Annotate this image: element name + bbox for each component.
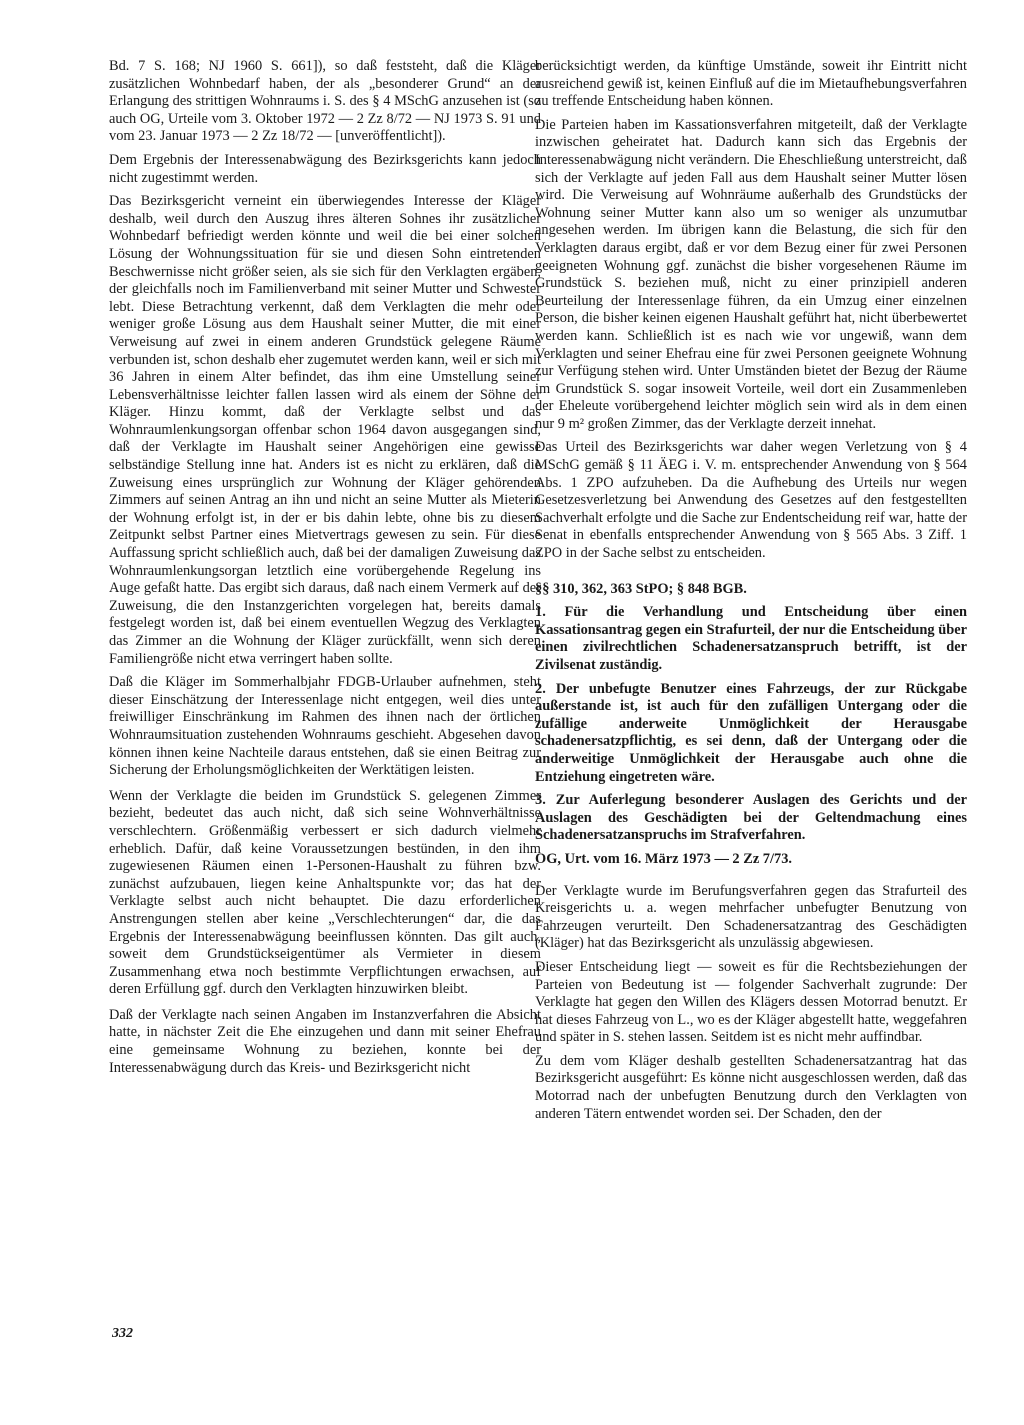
paragraph: Bd. 7 S. 168; NJ 1960 S. 661]), so daß feststeht, daß die Kläger zusätzlichen Wohnbedarf haben, der als „besonderer Grund“ an der Erlangung des strittigen Wohnraums i. S. des § 4 MSchG anzusehen ist (so auch OG, Urteile vom 3. Oktober 1972 — 2 Zz 8/72 — NJ 1973 S. 91 und vom 23. Januar 1973 — 2 Zz 18/72 — [unveröffentlicht]). <box>109 58 541 145</box>
paragraph: Daß die Kläger im Sommerhalbjahr FDGB-Urlauber aufnehmen, steht dieser Einschätzung der Interessenlage nicht entgegen, weil dies unter freiwilliger Einschränkung im Rahmen des ihnen nach der örtlichen Wohnraumsituation zustehenden Wohnraums geschieht. Abgesehen davon können ihnen keine Nachteile daraus entstehen, daß sie einen Beitrag zur Sicherung der Erholungsmöglichkeiten der Werktätigen leisten. <box>109 674 541 779</box>
page-number: 332 <box>112 1326 133 1341</box>
headnote-point: 1. Für die Verhandlung und Entscheidung über einen Kassationsantrag gegen ein Strafurteil, der nur die Entscheidung über einen zivilrechtlichen Schadenersatzanspruch betrifft, ist der Zivilsenat zuständig. <box>535 604 967 673</box>
headnote-point: 2. Der unbefugte Benutzer eines Fahrzeugs, der zur Rückgabe außerstande ist, ist auch für den zufälligen Untergang oder die zufällige anderweite Unmöglichkeit der Herausgabe schadenersatzpflichtig, es sei denn, daß der Untergang oder die anderweitige Unmöglichkeit der Herausgabe auch ohne die Entziehung eingetreten wäre. <box>535 680 967 785</box>
paragraph: Daß der Verklagte nach seinen Angaben im Instanzverfahren die Absicht hatte, in nächster Zeit die Ehe einzugehen und dann mit seiner Ehefrau eine gemeinsame Wohnung zu beziehen, konnte bei der Interessenabwägung durch das Kreis- und Bezirksgericht nicht <box>109 1006 541 1076</box>
headnote-point: 3. Zur Auferlegung besonderer Auslagen des Gerichts und der Auslagen des Geschädigten bei der Geltendmachung eines Schadenersatzanspruchs im Strafverfahren. <box>535 792 967 844</box>
left-column <box>109 58 541 1083</box>
headnote <box>535 581 967 869</box>
paragraph: berücksichtigt werden, da künftige Umstände, soweit ihr Eintritt nicht ausreichend gewiß ist, keinen Einfluß auf die im Mietaufhebungsverfahren zu treffende Entscheidung haben können. <box>535 58 967 110</box>
paragraph: Das Urteil des Bezirksgerichts war daher wegen Verletzung von § 4 MSchG gemäß § 11 ÄEG i. V. m. entsprechender Anwendung von § 564 Abs. 1 ZPO aufzuheben. Da die Aufhebung des Urteils nur wegen Gesetzesverletzung bei Anwendung des Gesetzes auf den festgestellten Sachverhalt erfolgte und die Sache zur Endentscheidung reif war, hatte der Senat in ebenfalls entsprechender Anwendung von § 565 Abs. 3 Ziff. 1 ZPO in der Sache selbst zu entscheiden. <box>535 439 967 562</box>
paragraph: Das Bezirksgericht verneint ein überwiegendes Interesse der Kläger deshalb, weil durch den Auszug ihres älteren Sohnes ihr zusätzlicher Wohnbedarf befriedigt werden könnte und weil die bei einer solchen Lösung der Wohnungssituation für sie und diesen Sohn eintretenden Beschwernisse nicht größer seien, als sie sich für den Verklagten ergäben, der gleichfalls noch im Familienverband mit seiner Mutter und Schwester lebt. Diese Betrachtung verkennt, daß dem Verklagten die mehr oder weniger große Lösung aus dem Haushalt seiner Mutter, die mit einer Verweisung auf zwei in einem anderen Grundstück gelegene Räume verbunden ist, schon deshalb eher zugemutet werden kann, weil er sich mit 36 Jahren in einem Alter befindet, das ihm eine Umstellung seiner Lebensverhältnisse leichter fallen lassen wird als einem der Söhne der Kläger. Hinzu kommt, daß der Verklagte selbst und das Wohnraumlenkungsorgan offenbar schon 1964 davon ausgegangen sind, daß der Verklagte im Haushalt seiner Angehörigen eine gewisse selbständige Stellung inne hat. Anders ist es nicht zu erklären, daß die Zuweisung eines ursprünglich zur Wohnung der Kläger gehörenden Zimmers auf seinen Antrag an ihn und nicht an seine Mutter als Mieterin der Wohnung erfolgt ist, in der er bis dahin lebte, ohne bis zu diesem Zeitpunkt selbst Partner eines Mietvertrags gewesen zu sein. Für diese Auffassung spricht schließlich auch, daß bei der damaligen Zuweisung das Wohnraumlenkungsorgan letztlich eine vorübergehende Regelung ins Auge gefaßt hatte. Das ergibt sich daraus, daß nach einem Vermerk auf der Zuweisung, die den Instanzgerichten vorgelegen hat, bereits damals festgelegt worden ist, daß bei einem eventuellen Wegzug des Verklagten das Zimmer an die Wohnung der Kläger zurückfällt, wenn sich deren Familiengröße nicht etwa verringert haben sollte. <box>109 193 541 667</box>
paragraph: Dieser Entscheidung liegt — soweit es für die Rechtsbeziehungen der Parteien von Bedeutung ist — folgender Sachverhalt zugrunde: Der Verklagte hat gegen den Willen des Klägers dessen Motorrad benutzt. Er hat dieses Fahrzeug von L., wo es der Kläger abgestellt hatte, weggefahren und später in S. stehen lassen. Seitdem ist es nicht mehr auffindbar. <box>535 958 967 1046</box>
paragraph: Dem Ergebnis der Interessenabwägung des Bezirksgerichts kann jedoch nicht zugestimmt werden. <box>109 151 541 186</box>
right-column <box>535 58 967 1129</box>
statute-references: §§ 310, 362, 363 StPO; § 848 BGB. <box>535 580 747 597</box>
paragraph: Der Verklagte wurde im Berufungsverfahren gegen das Strafurteil des Kreisgerichts u. a. wegen mehrfacher unbefugter Benutzung von Fahrzeugen verurteilt. Den Schadenersatzantrag des Geschädigten (Kläger) hat das Bezirksgericht als unzulässig abgewiesen. <box>535 882 967 952</box>
paragraph: Zu dem vom Kläger deshalb gestellten Schadenersatzantrag hat das Bezirksgericht ausgeführt: Es könne nicht ausgeschlossen werden, daß das Motorrad nach der unbefugten Benutzung durch den Verklagten von anderen Tätern entwendet worden sei. Der Schaden, den der <box>535 1052 967 1122</box>
case-reference: OG, Urt. vom 16. März 1973 — 2 Zz 7/73. <box>535 850 792 867</box>
paragraph: Wenn der Verklagte die beiden im Grundstück S. gelegenen Zimmer bezieht, bedeutet das auch nicht, daß sich seine Wohnverhältnisse verschlechtern. Größenmäßig verbessert er sich dadurch vielmehr erheblich. Dafür, daß keine Voraussetzungen bestünden, in den ihm zugewiesenen Räumen einen 1-Personen-Haushalt zu führen bzw. zunächst aufzubauen, liegen keine Anhaltspunkte vor; das hat der Verklagte selbst auch nicht behauptet. Die dazu erforderlichen Anstrengungen stellen aber keine „Verschlechterungen“ dar, die das Ergebnis der Interessenabwägung beeinflussen könnten. Das gilt auch, soweit dem Grundstückseigentümer als Vermieter in diesem Zusammenhang etwa noch bestimmte Verpflichtungen erwachsen, auf deren Erfüllung ggf. durch den Verklagten hinzuwirken bleibt. <box>109 787 541 998</box>
paragraph: Die Parteien haben im Kassationsverfahren mitgeteilt, daß der Verklagte inzwischen geheiratet hat. Dadurch kann sich das Ergebnis der Interessenabwägung nicht verändern. Die Eheschließung unterstreicht, daß sich der Verklagte auf jeden Fall aus dem Haushalt seiner Mutter lösen wird. Die Verweisung auf Wohnräume außerhalb des Grundstücks der Wohnung seiner Mutter kann also um so weniger als unzumutbar angesehen werden. Im übrigen kann die Belastung, die sich für den Verklagten daraus ergibt, daß er vor dem Bezug einer für zwei Personen geeigneten Wohnung ggf. zunächst die bisher vorgesehenen Räume im Grundstück S. beziehen muß, nicht zu einer prinzipiell anderen Beurteilung der Interessenlage führen, da ein Umzug einer einzelnen Person, die bisher keinen eigenen Haushalt geführt hat, nicht überbewertet werden kann. Schließlich ist es nach wie vor ungewiß, wann dem Verklagten und seiner Ehefrau eine für zwei Personen geeignete Wohnung zur Verfügung stehen wird. Unter Umständen bietet der Bezug der Räume im Grundstück S. sogar insoweit Vorteile, weil dort ein Zusammenleben der Eheleute vorübergehend leichter möglich sein wird als in dem einen nur 9 m² großen Zimmer, das der Verklagte derzeit innehat. <box>535 116 967 432</box>
